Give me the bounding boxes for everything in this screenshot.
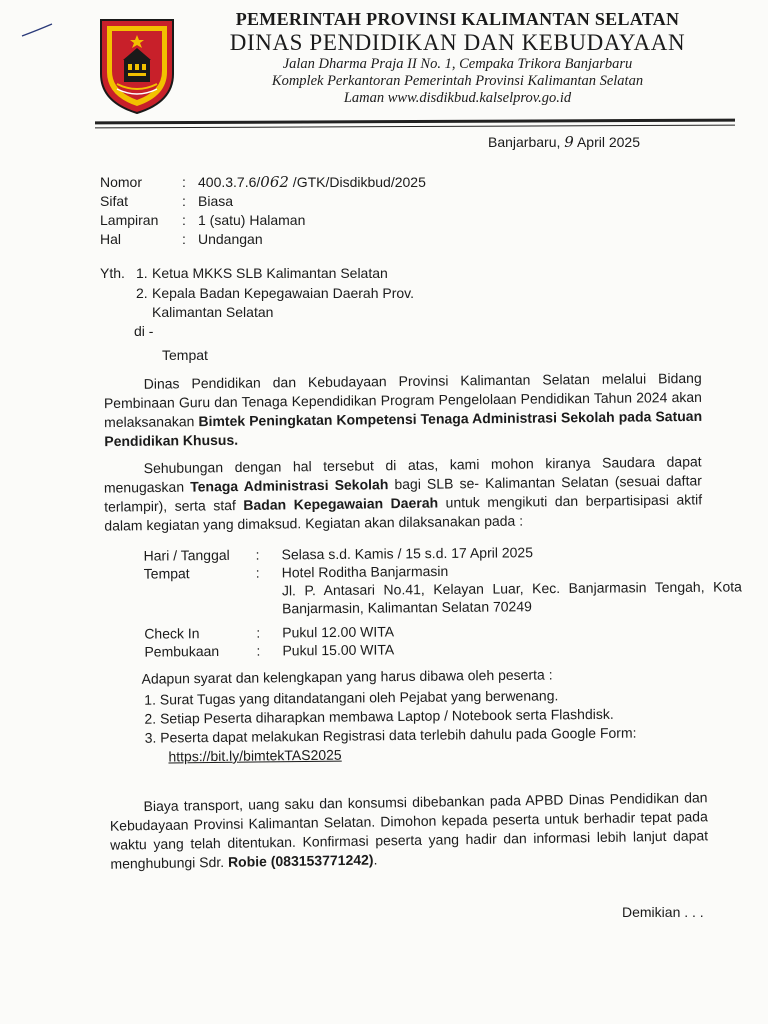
paragraph-cost-end: . [373, 851, 378, 868]
event-label: Pembukaan [144, 642, 220, 660]
meta-row-lampiran [100, 211, 426, 230]
paragraph-cost [109, 788, 708, 873]
event-value: Pukul 15.00 WITA [282, 641, 395, 659]
province-crest-logo [97, 16, 177, 116]
letterhead [180, 8, 735, 107]
recipient-cont [100, 303, 414, 322]
meta-row-sifat [100, 192, 426, 211]
number-prefix: 400.3.7.6/ [198, 174, 261, 190]
meta-label: Nomor [100, 174, 143, 190]
requirements-list [142, 685, 663, 747]
event-value: Hotel Roditha Banjarmasin [281, 562, 449, 581]
contact-person: Robie (083153771242) [227, 851, 374, 870]
event-colon: : [256, 642, 261, 659]
date-month-year: April 2025 [576, 134, 640, 150]
meta-row-hal [100, 230, 426, 249]
paragraph-request-text: bagi SLB se- Kalimantan Selatan (sesuai daftar terlampir), serta staf [104, 472, 702, 515]
letterhead-rule-thick [95, 119, 735, 125]
recipient-item [100, 284, 414, 303]
recipient-di [100, 322, 414, 341]
recipient-tempat [100, 346, 414, 365]
requirement-item: 3. Peserta dapat melakukan Registrasi data terlebih dahulu pada Google Form: [160, 723, 662, 747]
meta-value [198, 173, 426, 192]
meta-value: Biasa [198, 193, 234, 209]
event-row-address [144, 577, 744, 618]
event-address: Jl. P. Antasari No.41, Kelayan Luar, Kec. Banjarmasin Tengah, Kota Banjarmasin, Kalimantan Selatan 70249 [281, 578, 742, 617]
recipient-name: Ketua MKKS SLB Kalimantan Selatan [152, 265, 388, 281]
date-place: Banjarbaru, [488, 134, 561, 150]
recipient-name-cont: Kalimantan Selatan [152, 304, 274, 320]
event-colon [256, 581, 282, 617]
requirement-item: 1. Surat Tugas yang ditandatangani oleh Pejabat yang berwenang. [160, 685, 662, 709]
meta-value: 1 (satu) Halaman [198, 212, 306, 228]
meta-label: Hal [100, 231, 122, 247]
event-colon: : [255, 564, 260, 581]
meta-colon: : [182, 174, 186, 190]
event-name: Bimtek Peningkatan Kompetensi Tenaga Administrasi Sekolah pada Satuan Pendidikan Khusus. [104, 407, 703, 450]
paragraph-cost-text: Biaya transport, uang saku dan konsumsi dibebankan pada APBD Dinas Pendidikan dan Kebudayaan Provinsi Kalimantan Selatan. Dimohon kepada peserta untuk berhadir tepat pada waktu yang telah ditentukan. Konfirmasi peserta yang hadir dan informasi lebih lanjut dapat menghubungi Sdr. [109, 789, 709, 872]
meta-label: Sifat [100, 193, 129, 209]
meta-row-nomor [100, 173, 426, 192]
closing-text: Demikian . . . [622, 904, 704, 920]
date-day-handwritten: 9 [564, 133, 574, 151]
letterhead-complex: Komplek Perkantoran Pemerintah Provinsi Kalimantan Selatan [271, 73, 644, 89]
recipients [100, 264, 414, 365]
recipient-item [100, 264, 414, 283]
target-participants: Tenaga Administrasi Sekolah [190, 476, 389, 495]
letterhead-government: PEMERINTAH PROVINSI KALIMANTAN SELATAN [235, 9, 680, 29]
event-colon: : [256, 624, 261, 641]
letter-date [488, 133, 640, 151]
target-agency: Badan Kepegawaian Daerah [243, 494, 439, 513]
event-label: Tempat [143, 565, 190, 582]
paragraph-intro-text: Dinas Pendidikan dan Kebudayaan Provinsi Kalimantan Selatan melalui Bidang Pembinaan Guru dan Tenaga Kependidikan Program Pengelolaan Pendidikan Tahun 2024 akan melaksanakan [103, 369, 702, 431]
paragraph-request-text: Sehubungan dengan hal tersebut di atas, kami mohon kiranya Saudara dapat menugaskan [103, 453, 702, 496]
event-value: Pukul 12.00 WITA [282, 623, 395, 641]
letterhead-website: Laman www.disdikbud.kalselprov.go.id [343, 90, 572, 106]
event-row-opening [144, 637, 744, 660]
letter-meta [100, 173, 426, 249]
meta-colon: : [182, 231, 186, 247]
event-details [144, 541, 745, 660]
recipient-salutation: Yth. [100, 265, 125, 281]
requirement-item: 2. Setiap Peserta diharapkan membawa Laptop / Notebook serta Flashdisk. [160, 704, 662, 728]
event-label [144, 582, 256, 619]
recipient-name: Kepala Badan Kepegawaian Daerah Prov. [152, 285, 415, 301]
paragraph-request [104, 452, 703, 535]
event-value: Selasa s.d. Kamis / 15 s.d. 17 April 2025 [281, 544, 534, 563]
letterhead-office: DINAS PENDIDIKAN DAN KEBUDAYAAN [229, 30, 686, 55]
event-label: Hari / Tanggal [143, 546, 230, 564]
letterhead-address: Jalan Dharma Praja II No. 1, Cempaka Trikora Banjarbaru [282, 56, 633, 72]
event-label: Check In [144, 625, 200, 642]
recipient-di-text: di - [134, 323, 154, 339]
number-handwritten: 062 [260, 173, 289, 191]
requirements-intro: Adapun syarat dan kelengkapan yang harus dibawa oleh peserta : [141, 666, 553, 687]
recipient-number: 1. [136, 265, 148, 281]
recipient-tempat-text: Tempat [162, 347, 208, 363]
paragraph-intro [104, 369, 703, 451]
meta-value: Undangan [198, 231, 263, 247]
recipient-number: 2. [136, 285, 148, 301]
paragraph-request-text: untuk mengikuti dan berpartisipasi aktif dalam kegiatan yang dimaksud. Kegiatan akan dilaksanakan pada : [104, 491, 703, 534]
meta-colon: : [182, 193, 186, 209]
event-colon: : [255, 546, 260, 563]
meta-colon: : [182, 212, 186, 228]
requirements [142, 664, 663, 766]
pen-mark [20, 20, 60, 40]
letterhead-rule-thin [95, 125, 735, 129]
number-suffix: /GTK/Disdikbud/2025 [288, 174, 426, 190]
registration-link[interactable]: https://bit.ly/bimtekTAS2025 [168, 746, 342, 765]
meta-label: Lampiran [100, 212, 159, 228]
